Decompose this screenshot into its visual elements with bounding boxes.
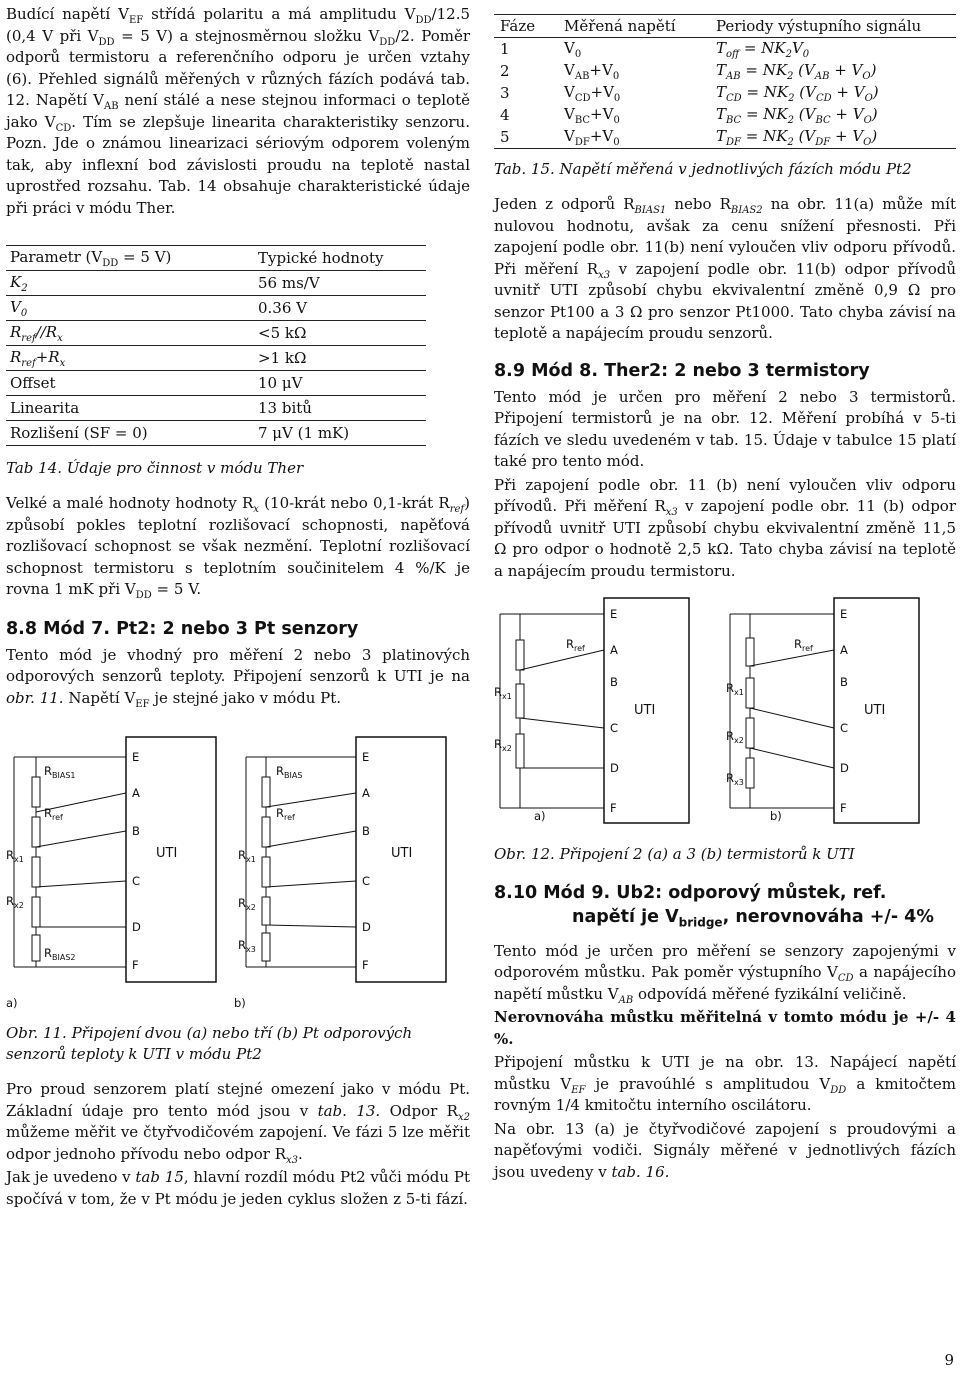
svg-text:Rx3: $R_{x3}$ [726,771,744,787]
svg-text:F: F [840,801,847,815]
svg-text:Rx1: $R_{x1}$ [494,685,512,701]
figure-12-diagram [494,588,956,838]
svg-text:RBIAS1: $R_{BIAS1}$ [44,764,76,780]
svg-text:D: D [610,761,619,775]
figure-11-caption: Obr. 11. Připojení dvou (a) nebo tří (b) Pt odporových senzorů teploty k UTI v módu Pt2 [6,1024,413,1063]
rx-paragraph: Velké a malé hodnoty hodnoty $R_x$ (10-krát nebo 0,1-krát $R_{ref}$) způsobí pokles teplotní rozlišovací schopnosti, napěťová rozlišovací schopnost se však nezmění. Teplotní rozlišovací schopnost termistoru s teplotním součinitelem 4 %/K je rovna 1 mK při $V_{DD} = 5$ V. [6,494,470,601]
section-8-9-heading: 8.9 Mód 8. Ther2: 2 nebo 3 termistory [494,360,870,381]
table-15-caption: Tab. 15. Napětí měřená v jednotlivých fázích módu Pt2 [494,160,912,178]
page-number: 9 [944,1351,954,1369]
pt-paragraph-2: Jak je uvedeno v tab 15, hlavní rozdíl módu Pt2 vůči módu Pt spočívá v tom, že v Pt módu je jeden cyklus složen z 5-ti fází. [6,1168,470,1208]
svg-text:E: E [132,750,140,764]
section-8-8-heading: 8.8 Mód 7. Pt2: 2 nebo 3 Pt senzory [6,618,359,639]
table-header-row: Parametr ($V_{DD} = 5$ V) Typické hodnoty [6,246,426,271]
figure-12b [726,598,919,823]
svg-text:C: C [362,874,371,888]
figure-11a [6,737,216,1010]
table-14-caption: Tab 14. Údaje pro činnost v módu Ther [6,459,304,477]
svg-text:F: F [132,958,139,972]
svg-text:B: B [840,675,848,689]
table-row: Rozlišení (SF = 0) 7 μV (1 mK) [6,421,426,446]
table-row: $R_{ref}//R_x$ <5 kΩ [6,321,426,346]
section-8-10-heading-line-2: napětí je $V_{bridge}$, nerovnováha +/- 4% [572,907,934,930]
table-14 [6,245,426,446]
svg-text:UTI: UTI [864,703,886,718]
svg-text:E: E [610,607,618,621]
svg-text:A: A [840,643,848,657]
svg-text:Rx2: $R_{x2}$ [494,737,512,753]
bias-paragraph: Jeden z odporů $R_{BIAS1}$ nebo $R_{BIAS2}$ na obr. 11(a) může mít nulovou hodnotu, avšak za cenu snížení přesnosti. Při zapojení podle obr. 11(b) není vyloučen vliv odporu přívodů. Při měření $R_{x3}$ v zapojení podle obr. 11(b) odpor přívodů uvnitř UTI způsobí chybu ekvivalentní změně 0,9 Ω pro senzor Pt100 a 3 Ω pro senzor Pt1000. Tato chyba závisí na teplotě a napájecím proudu senzorů. [494,195,956,342]
table-row: $K_2$ 56 ms/V [6,271,426,296]
svg-text:C: C [132,874,141,888]
svg-text:Rx1: $R_{x1}$ [6,848,24,864]
table-row: $R_{ref}+R_x$ >1 kΩ [6,346,426,371]
section-8-10-paragraph-3: Na obr. 13 (a) je čtyřvodičové zapojení s proudovými a napěťovými vodiči. Signály měřené v jednotlivých fázích jsou uvedeny v tab. 16. [494,1119,956,1181]
figure-12-caption: Obr. 12. Připojení 2 (a) a 3 (b) termistorů k UTI [494,845,855,863]
right-column [494,0,956,1185]
section-8-10-bold-note: Nerovnováha můstku měřitelná v tomto módu je +/- 4 %. [494,1008,956,1048]
svg-text:b): b) [770,809,782,823]
svg-text:B: B [610,675,618,689]
intro-paragraph: Budící napětí $V_{EF}$ střídá polaritu a má amplitudu $V_{DD}/12.5$ (0,4 V při $V_{DD} = 5$ V) a stejnosměrnou složku $V_{DD}/2$. Poměr odporů termistoru a referenčního odporu je určen vztahy (6). Přehled signálů měřených v různých fázích podává tab. 12. Napětí $V_{AB}$ není stálé a nese stejnou informaci o teplotě jako $V_{CD}$. Tím se zlepšuje linearita charakteristiky senzoru. Pozn. Jde o známou linearizaci sériovým odporem voleným tak, aby inflexní bod závislosti proudu na teplotě nastal uprostřed rozsahu. Tab. 14 obsahuje charakteristické údaje při práci v módu Ther. [6,5,471,217]
svg-text:UTI: UTI [156,846,178,861]
svg-text:a): a) [6,996,18,1010]
svg-text:Rref: $R_{ref}$ [44,806,63,822]
table-row: 2 $V_{AB}+V_0$ $T_{AB} = NK_2$ $(V_{AB} + V_O)$ [500,60,877,82]
svg-text:Rx2: $R_{x2}$ [726,729,744,745]
table-header-row: Fáze Měřená napětí Periody výstupního signálu [494,15,956,38]
svg-text:Rx2: $R_{x2}$ [6,894,24,910]
svg-text:b): b) [234,996,246,1010]
svg-text:D: D [132,920,141,934]
table-row: Linearita 13 bitů [6,396,426,421]
svg-text:Rx2: $R_{x2}$ [238,896,256,912]
svg-text:Rref: $R_{ref}$ [276,806,295,822]
svg-text:A: A [610,643,618,657]
figure-11-diagram [6,717,470,1017]
svg-text:D: D [362,920,371,934]
table-row: Offset 10 μV [6,371,426,396]
svg-text:F: F [610,801,617,815]
section-8-9-paragraph-1: Tento mód je určen pro měření 2 nebo 3 termistorů. Připojení termistorů je na obr. 12. Měření probíhá v 5-ti fázích ve sledu uvedeném v tab. 15. Údaje v tabulce 15 platí také pro tento mód. [494,387,956,470]
section-8-10-paragraph-1: Tento mód je určen pro měření se senzory zapojenými v odporovém můstku. Pak poměr výstupního $V_{CD}$ a napájecího napětí můstku $V_{AB}$ odpovídá měřené fyzikální veličině. [494,941,956,1006]
svg-text:E: E [840,607,848,621]
table-row: $V_0$ 0.36 V [6,296,426,321]
figure-12a [494,598,689,823]
table-row: 4 $V_{BC}+V_0$ $T_{BC} = NK_2$ $(V_{BC} + V_O)$ [500,104,878,126]
left-column [6,0,470,1212]
svg-text:a): a) [534,809,546,823]
table-row: 5 $V_{DF}+V_0$ $T_{DF} = NK_2$ $(V_{DF} + V_O)$ [494,126,956,149]
svg-text:Rref: $R_{ref}$ [794,637,813,653]
svg-text:B: B [132,824,140,838]
table-row: 3 $V_{CD}+V_0$ $T_{CD} = NK_2$ $(V_{CD} + V_O)$ [500,82,879,104]
svg-text:B: B [362,824,370,838]
svg-text:UTI: UTI [391,846,413,861]
svg-text:Rx1: $R_{x1}$ [726,681,744,697]
section-8-9-paragraph-2: Při zapojení podle obr. 11 (b) není vyloučen vliv odporu přívodů. Při měření $R_{x3}$ v zapojení podle obr. 11 (b) odpor přívodů uvnitř UTI způsobí chybu ekvivalentní změně 11,5 Ω pro odpor o hodnotě 2,5 kΩ. Tato chyba závisí na teplotě a napájecím proudu termistoru. [494,475,956,580]
svg-text:F: F [362,958,369,972]
svg-text:Rx1: $R_{x1}$ [238,848,256,864]
svg-text:C: C [840,721,849,735]
section-8-8-paragraph: Tento mód je vhodný pro měření 2 nebo 3 platinových odporových senzorů teploty. Připojení senzorů k UTI je na obr. 11. Napětí $V_{EF}$ je stejné jako v módu Pt. [6,645,470,710]
figure-11b [234,737,446,1010]
svg-text:A: A [362,786,370,800]
section-8-10-heading-line-1: 8.10 Mód 9. Ub2: odporový můstek, ref. [494,883,887,903]
svg-text:D: D [840,761,849,775]
svg-text:C: C [610,721,619,735]
svg-text:A: A [132,786,140,800]
svg-text:RBIAS: $R_{BIAS}$ [276,764,303,780]
table-15 [494,14,956,149]
pt-paragraph-1: Pro proud senzorem platí stejné omezení jako v módu Pt. Základní údaje pro tento mód jsou v tab. 13. Odpor $R_{x2}$ můžeme měřit ve čtyřvodičovém zapojení. Ve fázi 5 lze měřit odpor jednoho přívodu nebo odpor $R_{x3}$. [6,1080,470,1166]
svg-text:UTI: UTI [634,703,656,718]
svg-text:RBIAS2: $R_{BIAS2}$ [44,946,76,962]
svg-text:Rx3: $R_{x3}$ [238,938,256,954]
svg-text:Rref: $R_{ref}$ [566,637,585,653]
svg-text:E: E [362,750,370,764]
table-row: 1 $V_0$ $T_{off} = NK_2V_0$ [500,38,810,60]
section-8-10-paragraph-2: Připojení můstku k UTI je na obr. 13. Napájecí napětí můstku $V_{EF}$ je pravoúhlé s amplitudou $V_{DD}$ a kmitočtem rovným 1/4 kmitočtu interního oscilátoru. [494,1053,956,1114]
